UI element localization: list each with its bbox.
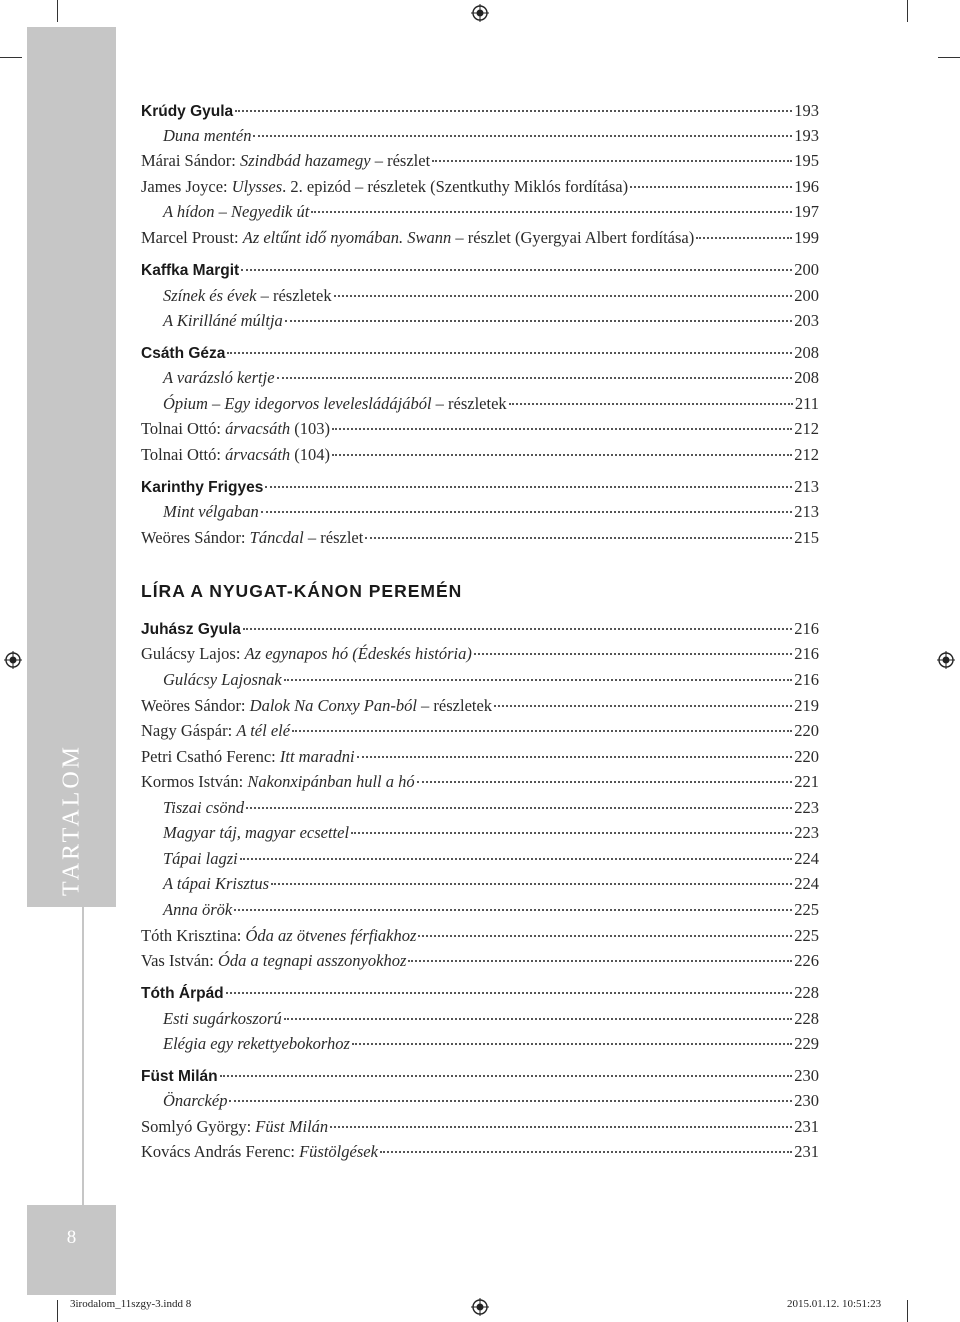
toc-title-part: Juhász Gyula: [141, 621, 241, 638]
toc-entry-title: [141, 1033, 350, 1055]
dot-leader: [509, 402, 793, 405]
toc-entry-title: [141, 367, 275, 389]
toc-entry: [141, 695, 819, 717]
dot-leader: [271, 882, 792, 885]
toc-entry-title: [141, 669, 282, 691]
toc-entry-title: [141, 1066, 218, 1088]
toc-entry-title: [141, 643, 472, 665]
toc-page-number: 225: [794, 926, 819, 945]
toc-title-part: Duna mentén: [163, 126, 252, 145]
toc-entry-title: [141, 477, 263, 499]
toc-title-part: Óda az ötvenes férfiakhoz: [245, 926, 417, 945]
toc-title-part: Füst Milán: [255, 1117, 329, 1136]
toc-entry: [141, 1008, 819, 1030]
dot-leader: [357, 755, 793, 758]
dot-leader: [227, 351, 792, 354]
toc-page-number: 213: [794, 502, 819, 521]
toc-entry: [141, 310, 819, 332]
dot-leader: [351, 831, 792, 834]
toc-entry-title: [141, 848, 238, 870]
toc-entry-title: [141, 797, 244, 819]
toc-entry: [141, 746, 819, 768]
toc-title-part: Ópium – Egy idegorvos levelesládájából: [163, 394, 432, 413]
dot-leader: [408, 959, 792, 962]
toc-entry-title: [141, 950, 406, 972]
toc-page-number: 193: [794, 126, 819, 145]
toc-entry-title: [141, 176, 628, 198]
toc-entry-title: [141, 150, 430, 172]
toc-page-number: 200: [794, 260, 819, 279]
dot-leader: [234, 908, 792, 911]
toc-entry-title: [141, 619, 241, 641]
toc-author-entry: [141, 259, 819, 281]
page-number: 8: [66, 1227, 77, 1248]
toc-title-part: – részletek: [431, 394, 507, 413]
toc-page-number: 225: [794, 900, 819, 919]
toc-entry-title: [141, 1008, 282, 1030]
toc-title-part: Füstölgések: [299, 1142, 378, 1161]
toc-title-part: Weöres Sándor:: [141, 696, 250, 715]
toc-title-part: Anna örök: [163, 900, 233, 919]
toc-title-part: A varázsló kertje: [163, 368, 275, 387]
toc-entry: [141, 150, 819, 172]
dot-leader: [246, 806, 792, 809]
toc-entry-title: [141, 695, 492, 717]
toc-entry: [141, 669, 819, 691]
toc-title-part: árvacsáth: [225, 419, 291, 438]
dot-leader: [220, 1074, 793, 1077]
sidebar-title: [27, 743, 116, 897]
toc-page-number: 213: [794, 477, 819, 496]
toc-entry: [141, 418, 819, 440]
sidebar-line: [82, 905, 84, 1207]
toc-title-part: James Joyce:: [141, 177, 232, 196]
dot-leader: [432, 159, 792, 162]
toc-author-entry: [141, 100, 819, 122]
toc-title-part: A Kirilláné múltja: [163, 311, 283, 330]
toc-entry-title: [141, 822, 349, 844]
toc-page-number: 195: [794, 151, 819, 170]
crop-mark: [938, 57, 960, 58]
toc-entry-title: [141, 444, 330, 466]
dot-leader: [292, 729, 792, 732]
toc-entry-title: [141, 527, 363, 549]
toc-entry-title: [141, 201, 309, 223]
toc-title-part: Marcel Proust:: [141, 228, 243, 247]
toc-page-number: 208: [794, 368, 819, 387]
toc-title-part: Kormos István:: [141, 772, 248, 791]
toc-entry: [141, 1116, 819, 1138]
toc-page-number: 216: [794, 619, 819, 638]
toc-title-part: A hídon – Negyedik út: [163, 202, 310, 221]
toc-entry: [141, 1033, 819, 1055]
toc-title-part: Petri Csathó Ferenc:: [141, 747, 280, 766]
toc-entry: [141, 899, 819, 921]
toc-entry-title: [141, 101, 233, 123]
toc-entry: [141, 643, 819, 665]
toc-title-part: Táncdal: [249, 528, 304, 547]
toc-page-number: 219: [794, 696, 819, 715]
toc-page-number: 224: [794, 849, 819, 868]
toc-entry-title: [141, 285, 332, 307]
toc-entry: [141, 925, 819, 947]
toc-entry: [141, 367, 819, 389]
toc-entry: [141, 1141, 819, 1163]
toc-title-part: Itt maradni: [279, 747, 355, 766]
toc-page-number: 212: [794, 419, 819, 438]
dot-leader: [277, 376, 793, 379]
toc-title-part: – részlet: [370, 151, 431, 170]
toc-title-part: – részlet: [303, 528, 364, 547]
toc-title-part: árvacsáth: [225, 445, 291, 464]
toc-title-part: Elégia egy rekettyebokorhoz: [163, 1034, 350, 1053]
toc-entry-title: [141, 227, 694, 249]
toc-entry-title: [141, 720, 290, 742]
toc-entry-title: [141, 873, 269, 895]
sidebar-title-text: TARTALOM: [58, 743, 84, 897]
toc-title-part: – részlet (Gyergyai Albert fordítása): [451, 228, 695, 247]
toc-title-part: Óda a tegnapi asszonyokhoz: [218, 951, 407, 970]
toc-title-part: Esti sugárkoszorú: [163, 1009, 282, 1028]
toc-title-part: Nagy Gáspár:: [141, 721, 237, 740]
toc-title-part: Tóth Krisztina:: [141, 926, 246, 945]
toc-page-number: 223: [794, 798, 819, 817]
toc-title-part: Kovács András Ferenc:: [141, 1142, 300, 1161]
toc-entry: [141, 201, 819, 223]
toc-title-part: Tiszai csönd: [163, 798, 245, 817]
toc-entry: [141, 720, 819, 742]
toc-title-part: Krúdy Gyula: [141, 103, 234, 120]
toc-title-part: Az egynapos hó (Édeskés história): [244, 644, 472, 663]
toc-entry: [141, 797, 819, 819]
toc-title-part: Weöres Sándor:: [141, 528, 250, 547]
toc-entry: [141, 950, 819, 972]
toc-page-number: 229: [794, 1034, 819, 1053]
toc-entry-title: [141, 260, 239, 282]
dot-leader: [240, 857, 793, 860]
toc-entry-title: [141, 310, 283, 332]
toc-title-part: Márai Sándor:: [141, 151, 240, 170]
footer-date: 2015.01.12. 10:51:23: [787, 1298, 882, 1310]
dot-leader: [474, 652, 792, 655]
toc-title-part: Tolnai Ottó:: [141, 445, 226, 464]
dot-leader: [241, 268, 792, 271]
dot-leader: [284, 1017, 793, 1020]
dot-leader: [417, 780, 793, 783]
toc-entry: [141, 873, 819, 895]
toc-entry: [141, 848, 819, 870]
toc-entry-title: [141, 1141, 378, 1163]
registration-mark-icon: [4, 651, 22, 669]
toc-page-number: 212: [794, 445, 819, 464]
crop-mark: [907, 0, 908, 22]
toc-page-number: 228: [794, 983, 819, 1002]
toc-title-part: Gulácsy Lajos:: [141, 644, 245, 663]
dot-leader: [334, 294, 793, 297]
dot-leader: [494, 704, 792, 707]
toc-title-part: A tápai Krisztus: [163, 874, 270, 893]
toc-author-entry: [141, 982, 819, 1004]
toc-entry-title: [141, 983, 224, 1005]
toc-entry: [141, 227, 819, 249]
toc-page-number: 197: [794, 202, 819, 221]
toc-title-part: Önarckép: [163, 1091, 228, 1110]
toc-entry-title: [141, 746, 355, 768]
dot-leader: [311, 210, 792, 213]
registration-mark-icon: [937, 651, 955, 669]
toc-title-part: Szindbád hazamegy: [239, 151, 371, 170]
toc-page-number: 220: [794, 747, 819, 766]
toc-title-part: – részletek: [256, 286, 332, 305]
dot-leader: [352, 1042, 792, 1045]
toc-page-number: 220: [794, 721, 819, 740]
toc-entry-title: [141, 418, 330, 440]
dot-leader: [418, 934, 792, 937]
toc-page-number: 221: [794, 772, 819, 791]
toc-author-entry: [141, 618, 819, 640]
toc-page-number: 196: [794, 177, 819, 196]
toc-title-part: Az eltűnt idő nyomában. Swann: [242, 228, 452, 247]
toc-page-number: 208: [794, 343, 819, 362]
toc-entry-title: [141, 1090, 227, 1112]
toc-title-part: Csáth Géza: [141, 345, 226, 362]
toc-author-entry: [141, 476, 819, 498]
dot-leader: [330, 1125, 792, 1128]
toc-page-number: 216: [794, 670, 819, 689]
toc-title-part: Gulácsy Lajosnak: [163, 670, 282, 689]
toc-page-number: 215: [794, 528, 819, 547]
crop-mark: [907, 1300, 908, 1322]
toc-author-entry: [141, 342, 819, 364]
toc-title-part: Karinthy Frigyes: [141, 479, 264, 496]
toc-page-number: 231: [794, 1142, 819, 1161]
toc-entry-title: [141, 501, 259, 523]
toc-entry-title: [141, 899, 232, 921]
toc-page-number: 230: [794, 1066, 819, 1085]
dot-leader: [243, 627, 792, 630]
toc-page-number: 231: [794, 1117, 819, 1136]
toc-entry-title: [141, 925, 416, 947]
toc-title-part: Mint vélgaban: [163, 502, 259, 521]
toc-entry: [141, 1090, 819, 1112]
dot-leader: [365, 536, 792, 539]
toc-title-part: Somlyó György:: [141, 1117, 256, 1136]
toc-page-number: 200: [794, 286, 819, 305]
registration-mark-icon: [471, 4, 489, 22]
toc-title-part: (104): [290, 445, 331, 464]
toc-title-part: Dalok Na Conxy Pan-ból: [249, 696, 417, 715]
toc-title-part: . 2. epizód – részletek (Szentkuthy Miklós fordítása): [282, 177, 629, 196]
toc-page-number: 203: [794, 311, 819, 330]
toc-entry-title: [141, 125, 251, 147]
dot-leader: [265, 485, 792, 488]
dot-leader: [380, 1150, 792, 1153]
toc-entry: [141, 822, 819, 844]
dot-leader: [261, 510, 792, 513]
toc-page-number: 216: [794, 644, 819, 663]
toc-entry: [141, 125, 819, 147]
toc-entry: [141, 527, 819, 549]
toc-entry: [141, 444, 819, 466]
toc-title-part: Tolnai Ottó:: [141, 419, 226, 438]
page-number-box: [27, 1205, 116, 1295]
toc-author-entry: [141, 1065, 819, 1087]
dot-leader: [253, 134, 792, 137]
registration-mark-icon: [471, 1298, 489, 1316]
toc-title-part: Nakonxipánban hull a hó: [247, 772, 415, 791]
toc-title-part: Színek és évek: [163, 286, 257, 305]
toc-page-number: 230: [794, 1091, 819, 1110]
toc-title-part: – részletek: [416, 696, 493, 715]
dot-leader: [696, 236, 792, 239]
toc-entry: [141, 393, 819, 415]
toc-entry-title: [141, 393, 507, 415]
dot-leader: [285, 319, 792, 322]
crop-mark: [57, 0, 58, 22]
toc-entry-title: [141, 1116, 328, 1138]
toc-entry-title: [141, 343, 225, 365]
toc-page-number: 193: [794, 101, 819, 120]
crop-mark: [57, 1300, 58, 1322]
dot-leader: [332, 427, 792, 430]
toc-title-part: A tél elé: [236, 721, 291, 740]
toc-title-part: Tápai lagzi: [163, 849, 238, 868]
toc-entry: [141, 501, 819, 523]
dot-leader: [235, 109, 792, 112]
toc-title-part: (103): [290, 419, 331, 438]
toc-page-number: 226: [794, 951, 819, 970]
toc-entry-title: [141, 771, 415, 793]
toc-page-number: 224: [794, 874, 819, 893]
toc-page-number: 211: [794, 394, 819, 413]
toc-entry: [141, 176, 819, 198]
toc-title-part: Ulysses: [231, 177, 283, 196]
dot-leader: [332, 453, 792, 456]
toc-title-part: Vas István:: [141, 951, 218, 970]
toc-entry: [141, 285, 819, 307]
toc-title-part: Magyar táj, magyar ecsettel: [163, 823, 350, 842]
section-title: LÍRA A NYUGAT-KÁNON PEREMÉN: [141, 581, 463, 601]
dot-leader: [226, 991, 793, 994]
toc-title-part: Tóth Árpád: [141, 985, 224, 1002]
crop-mark: [0, 57, 22, 58]
toc-title-part: Kaffka Margit: [141, 262, 240, 279]
toc-title-part: Füst Milán: [141, 1068, 218, 1085]
toc-page-number: 223: [794, 823, 819, 842]
dot-leader: [630, 185, 792, 188]
dot-leader: [229, 1099, 792, 1102]
toc-entry: [141, 771, 819, 793]
toc-page-number: 199: [794, 228, 819, 247]
toc-page-number: 228: [794, 1009, 819, 1028]
footer-file: 3irodalom_11szgy-3.indd 8: [70, 1298, 192, 1310]
dot-leader: [284, 678, 793, 681]
